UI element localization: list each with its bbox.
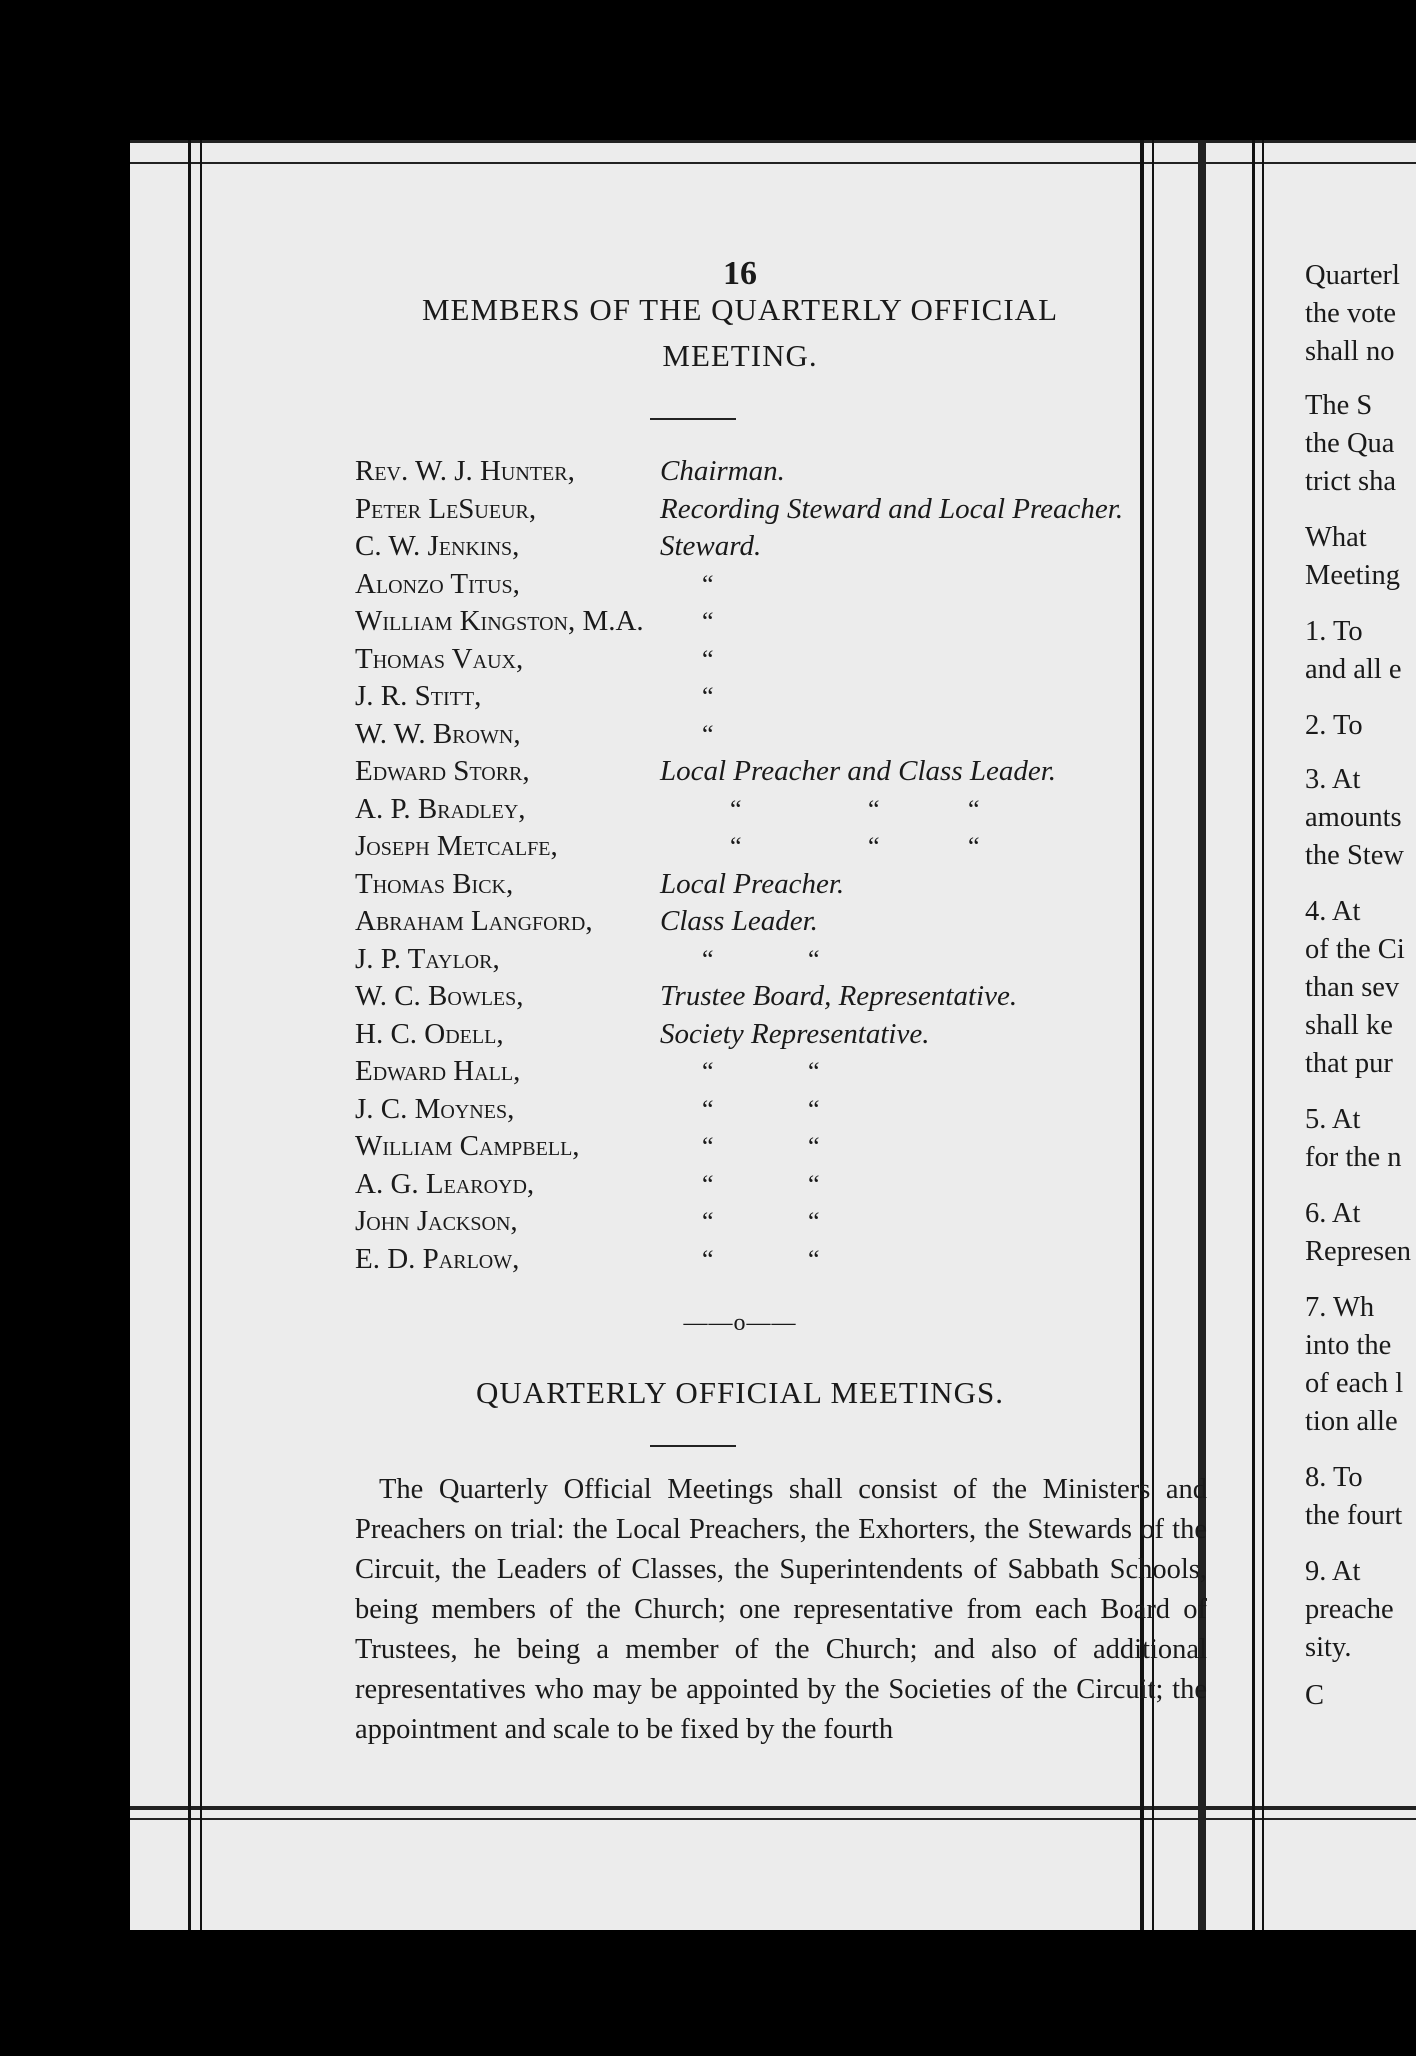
ditto-mark: “ (702, 1057, 714, 1086)
ditto-mark: “ (702, 1169, 714, 1199)
members-heading-line-1: MEMBERS OF THE QUARTERLY OFFICIAL (421, 292, 1059, 327)
ditto-mark: “ (808, 1057, 820, 1086)
right-page-line: 8. To (1305, 1462, 1363, 1493)
member-name: J. P. Taylor, (355, 942, 500, 975)
right-page-line: the Stew (1305, 840, 1404, 871)
member-role: Local Preacher and Class Leader. (660, 755, 1057, 787)
left-margin-rule-inner (200, 140, 202, 1930)
right-page-line: and all e (1305, 654, 1402, 685)
member-name: Thomas Bick, (355, 867, 514, 900)
left-page (240, 200, 1240, 1840)
member-name: Rev. W. J. Hunter, (355, 455, 575, 487)
right-page-line: 9. At (1305, 1556, 1361, 1587)
right-page-line: Quarterl (1305, 260, 1400, 291)
ditto-mark: “ (702, 682, 714, 711)
right-page-line: 1. To (1305, 616, 1363, 647)
right-page-line: 5. At (1305, 1104, 1361, 1135)
right-page-line: of the Ci (1305, 934, 1405, 965)
ditto-mark: “ (730, 832, 742, 861)
right-page-line: 7. Wh (1305, 1292, 1375, 1323)
right-page-line: sity. (1305, 1632, 1352, 1663)
member-name: Alonzo Titus, (355, 567, 520, 600)
right-page-line: of each l (1305, 1368, 1404, 1399)
ditto-mark: “ (808, 1169, 820, 1199)
right-page-rule-inner (1262, 140, 1264, 1930)
right-page-line: the fourt (1305, 1500, 1403, 1531)
member-role: Trustee Board, Representative. (660, 980, 1018, 1012)
right-page-line: 6. At (1305, 1198, 1361, 1229)
right-page-line: the Qua (1305, 428, 1395, 459)
right-page-line: 4. At (1305, 896, 1361, 927)
member-name: Abraham Langford, (355, 905, 593, 937)
ditto-mark: “ (808, 1132, 820, 1161)
ditto-mark: “ (702, 607, 714, 636)
ditto-mark: “ (968, 794, 980, 824)
member-name: J. R. Stitt, (355, 680, 482, 712)
right-page-line: preache (1305, 1594, 1394, 1625)
ditto-mark: “ (808, 1207, 820, 1236)
left-margin-rule (188, 140, 191, 1930)
ditto-mark: “ (808, 944, 820, 974)
right-page-line: Represen (1305, 1236, 1412, 1267)
ditto-mark: “ (702, 1094, 714, 1124)
ditto-mark: “ (868, 832, 880, 861)
right-page-line: trict sha (1305, 466, 1397, 497)
body-paragraph: The Quarterly Official Meetings shall consist of the Ministers and Preachers on trial: the Local Preachers, the Exhorters, the Stewards of the Circuit, the Leaders of Classes, the Superintendents of Sabbath Schools, being members of the Church; one representative from each Board of Trustees, he being a member of the Church; and also of additional representatives who may be appointed by the Societies of the Circuit; the appointment and scale to be fixed by the fourth (355, 1474, 1207, 1745)
member-name: Thomas Vaux, (355, 642, 524, 675)
member-name: William Campbell, (355, 1130, 580, 1162)
member-name: H. C. Odell, (355, 1017, 504, 1050)
member-name: J. C. Moynes, (355, 1092, 515, 1125)
member-name: E. D. Parlow, (355, 1242, 520, 1275)
member-name: C. W. Jenkins, (355, 530, 520, 562)
ditto-mark: “ (968, 832, 980, 861)
heading-rule (650, 418, 736, 420)
member-role: Society Representative. (660, 1017, 930, 1050)
ditto-mark: “ (808, 1244, 820, 1274)
right-page-line: amounts (1305, 802, 1402, 833)
ditto-mark: “ (702, 1244, 714, 1274)
ditto-mark: “ (730, 794, 742, 824)
right-page-line: for the n (1305, 1142, 1402, 1173)
top-border-rule-inner (130, 162, 1416, 164)
member-role: Chairman. (660, 455, 785, 487)
member-role: Steward. (660, 530, 762, 562)
right-page-line: 3. At (1305, 764, 1361, 795)
ditto-mark: “ (702, 1207, 714, 1236)
member-name: Edward Storr, (355, 755, 530, 787)
member-name: A. P. Bradley, (355, 792, 526, 825)
right-page-line: The S (1305, 390, 1373, 421)
member-name: W. C. Bowles, (355, 980, 524, 1012)
right-page-line: 2. To (1305, 710, 1363, 741)
page-number: 16 (723, 255, 757, 292)
right-page-line: the vote (1305, 298, 1397, 329)
member-role: Class Leader. (660, 905, 818, 937)
member-name: Peter LeSueur, (355, 492, 537, 525)
right-page-line: What (1305, 522, 1367, 553)
ditto-mark: “ (702, 719, 714, 749)
right-page-line: than sev (1305, 972, 1400, 1003)
ditto-mark: “ (702, 569, 714, 599)
member-name: Joseph Metcalfe, (355, 830, 558, 862)
right-page-line: shall no (1305, 336, 1395, 367)
ditto-mark: “ (702, 1132, 714, 1161)
member-role: Local Preacher. (660, 867, 845, 900)
meetings-heading-rule (650, 1445, 736, 1447)
members-heading-line-2: MEETING. (662, 338, 818, 373)
member-name: Edward Hall, (355, 1055, 521, 1087)
right-page-line: Meeting (1305, 560, 1400, 591)
right-page-rule (1252, 140, 1255, 1930)
right-page-line: tion alle (1305, 1406, 1398, 1437)
member-name: W. W. Brown, (355, 717, 521, 750)
member-name: A. G. Learoyd, (355, 1167, 535, 1200)
right-page-line: C (1305, 1680, 1325, 1711)
meetings-heading: QUARTERLY OFFICIAL MEETINGS. (476, 1375, 1004, 1410)
member-role: Recording Steward and Local Preacher. (660, 492, 1124, 525)
section-separator: ——o—— (683, 1310, 797, 1336)
ditto-mark: “ (702, 644, 714, 674)
ditto-mark: “ (868, 794, 880, 824)
ditto-mark: “ (808, 1094, 820, 1124)
right-page-line: shall ke (1305, 1010, 1393, 1041)
right-page-line: into the (1305, 1330, 1392, 1361)
ditto-mark: “ (702, 944, 714, 974)
right-page-line: that pur (1305, 1048, 1393, 1079)
member-name: John Jackson, (355, 1205, 518, 1237)
member-name: William Kingston, M.A. (355, 605, 644, 637)
top-border-rule (130, 140, 1416, 143)
